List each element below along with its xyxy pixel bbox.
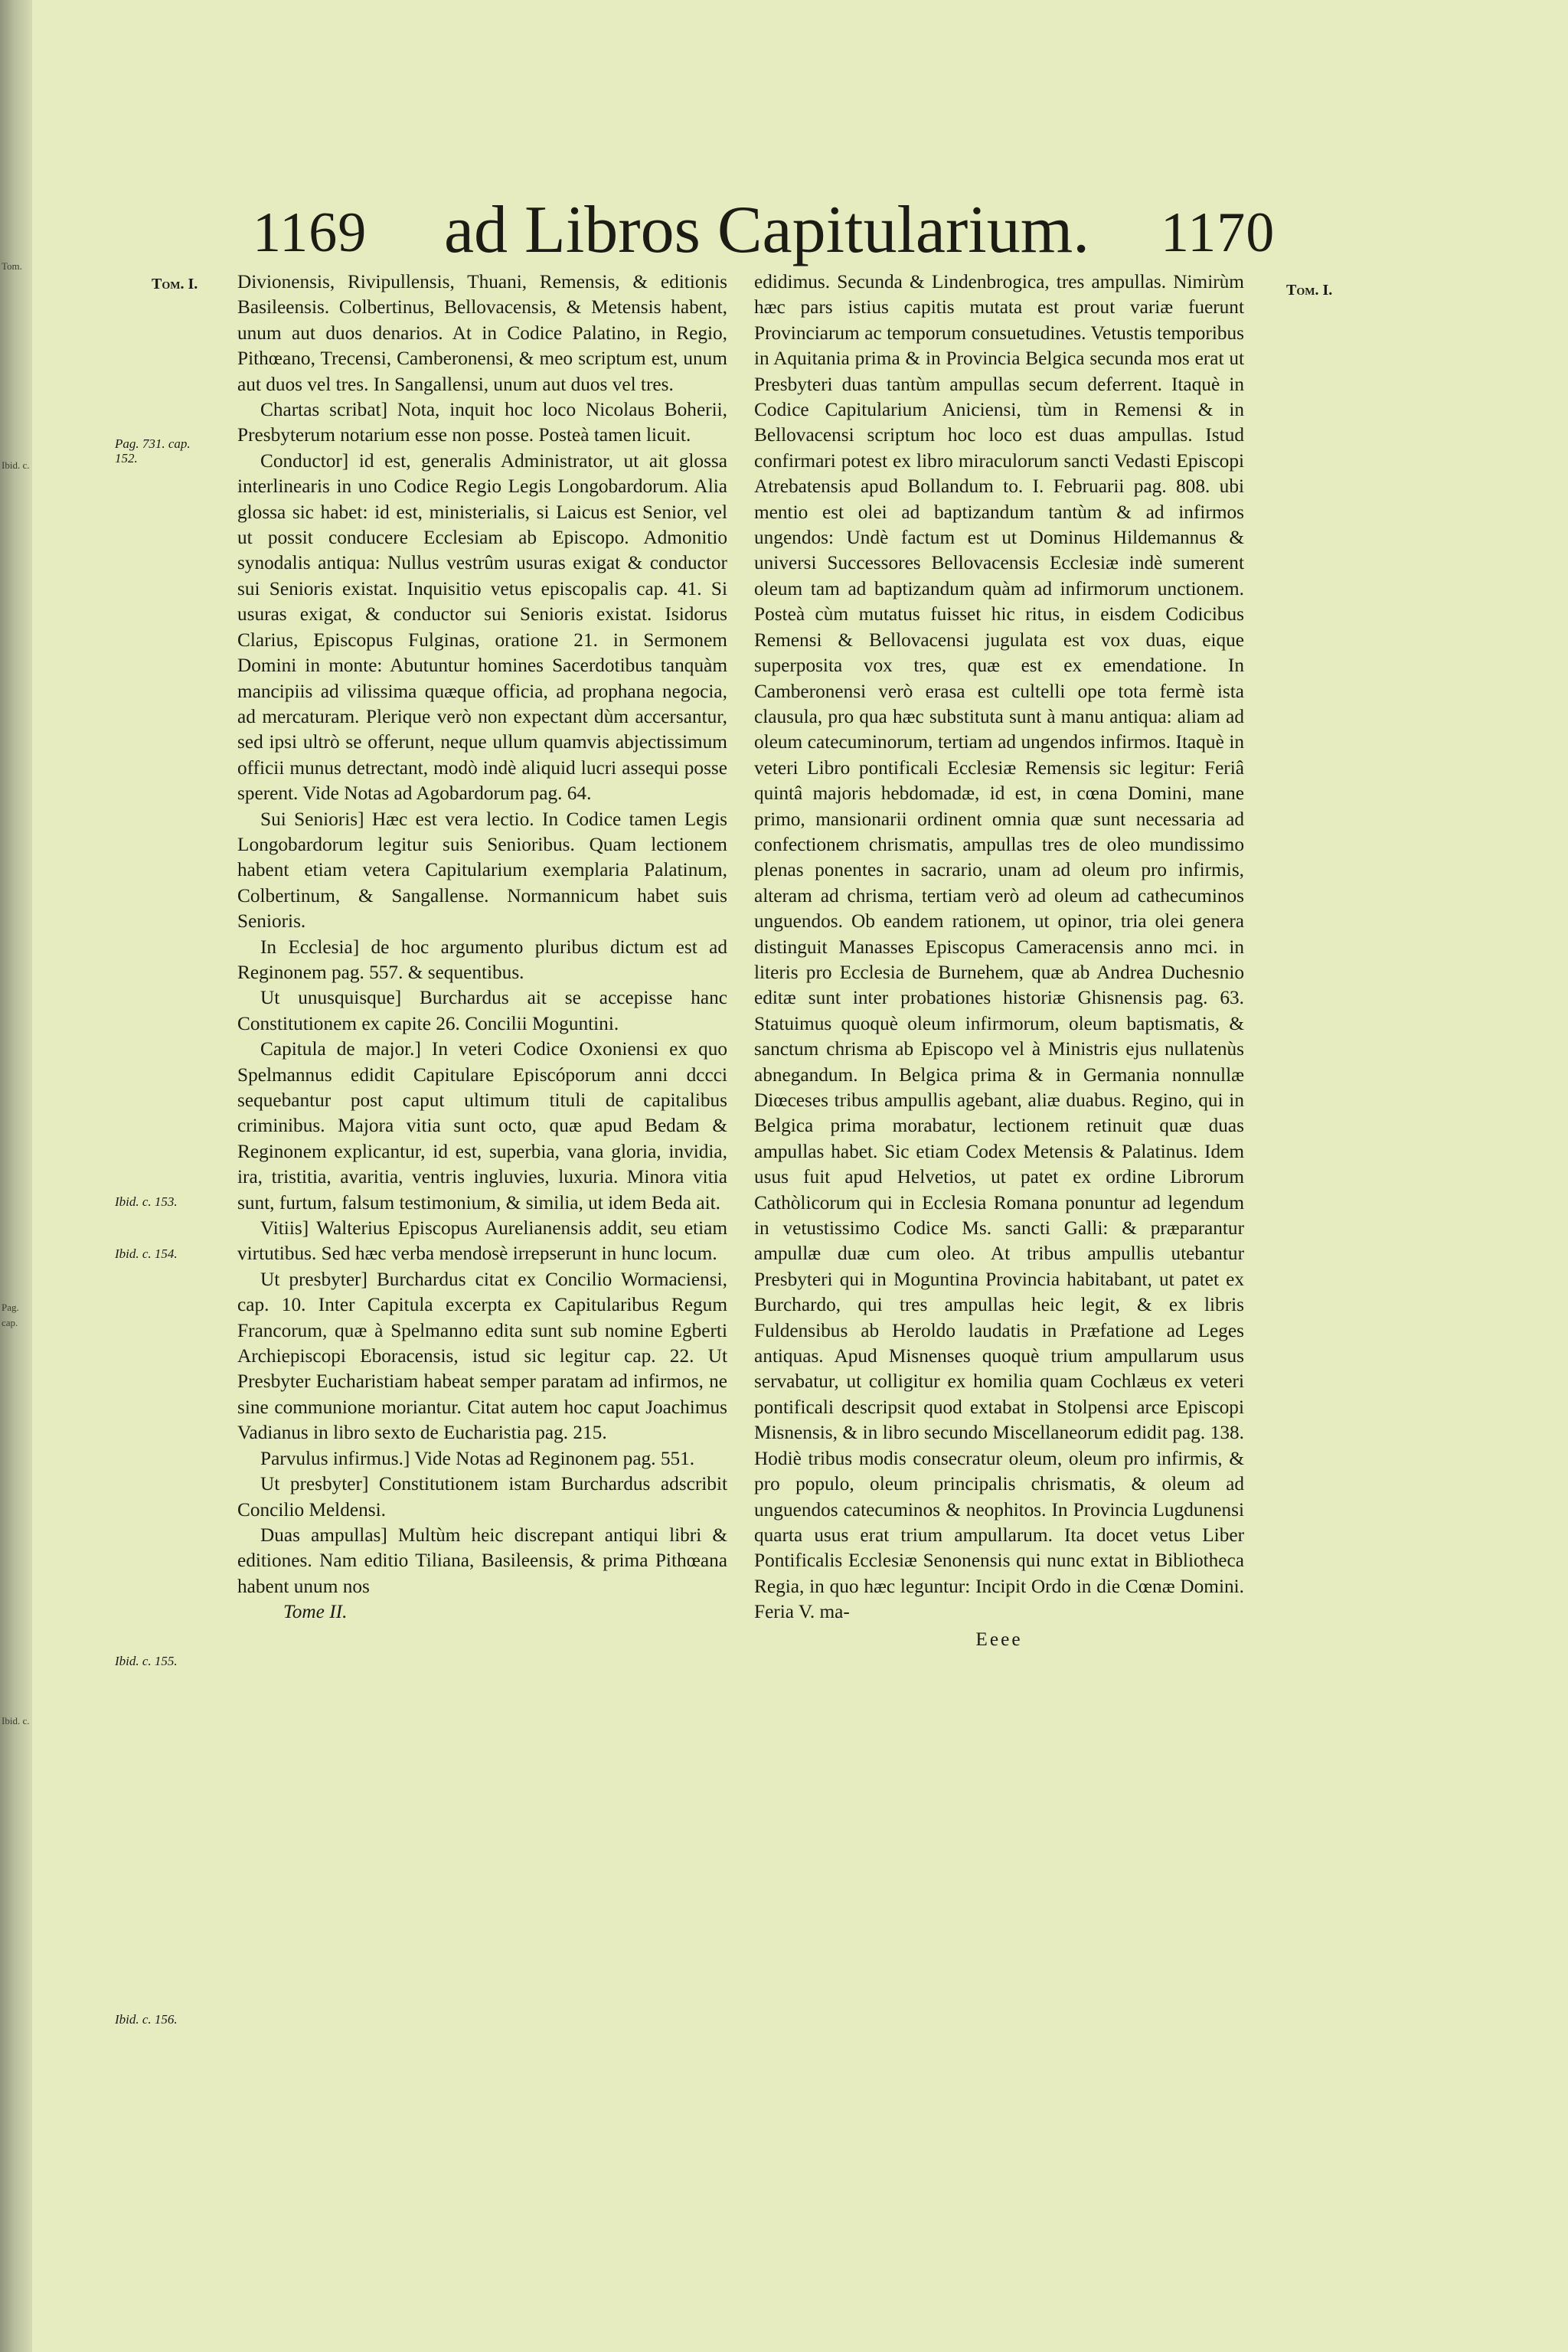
tom-label-right: Tom. I. [1286,282,1333,299]
left-paragraph-12: Duas ampullas] Multùm heic discrepant antiqui libri & editiones. Nam editio Tiliana, Basileensis, & prima Pithœana habent unum nos [237,1524,727,1597]
signature-mark: Eeee [975,1628,1023,1650]
edge-note-5: Ibid. c. [2,1715,30,1726]
margin-note-ibid-154: Ibid. c. 154. [115,1246,178,1261]
margin-note-ibid-156: Ibid. c. 156. [115,2012,178,2027]
edge-note-4: cap. [2,1317,18,1328]
right-column [754,270,1244,1652]
left-paragraph-5: In Ecclesia] de hoc argumento pluribus dictum est ad Reginonem pag. 557. & sequentibus. [237,936,727,983]
edge-note-2: Ibid. c. [2,459,30,471]
left-paragraph-10: Parvulus infirmus.] Vide Notas ad Reginonem pag. 551. [260,1447,695,1469]
running-title: ad Libros Capitularium. [444,193,1090,267]
page-header [0,193,1568,270]
left-paragraph-2: Chartas scribat] Nota, inquit hoc loco Nicolaus Boherii, Presbyterum notarium esse non posse. Posteà tamen licuit. [237,399,727,446]
edge-note-3: Pag. [2,1302,19,1313]
left-column [237,270,727,1625]
left-footer-signature: Tome II. [283,1601,348,1623]
page-gutter [0,0,32,2352]
left-paragraph-3: Conductor] id est, generalis Administrator, ut ait glossa interlinearis in uno Codice Regio Legis Longobardorum. Alia glossa sic habet: id est, ministerialis, si Laicus est Senior, vel ut possit conducere Ecclesiam ab Episcopo. Admonitio synodalis antiqua: Nullus vestrûm usuras exigat & conductor sui Senioris existat. Inquisitio vetus episcopalis cap. 41. Si usuras exigat, & conductor sui Senioris existat. Isidorus Clarius, Episcopus Fulginas, oratione 21. in Sermonem Domini in monte: Abutuntur homines Sacerdotibus tanquàm mancipiis ad vilissima quæque officia, ad prophana negocia, ad mercaturam. Plerique verò non expectant dùm accersantur, sed ipsi ultrò se offerunt, neque ullum quamvis abjectissimum officii munus detrectant, modò indè aliquid lucri assequi posse sperent. Vide Notas ad Agobardorum pag. 64. [237,449,727,805]
left-paragraph-8: Vitiis] Walterius Episcopus Aurelianensis addit, seu etiam virtutibus. Sed hæc verba mendosè irrepserunt in hunc locum. [237,1217,727,1265]
margin-note-ibid-153: Ibid. c. 153. [115,1194,178,1209]
margin-note-pag: Pag. 731. cap. 152. [115,436,191,466]
left-paragraph-6: Ut unusquisque] Burchardus ait se accepisse hanc Constitutionem ex capite 26. Concilii Moguntini. [237,987,727,1034]
page-number-left: 1169 [253,201,368,264]
right-paragraph-1: edidimus. Secunda & Lindenbrogica, tres ampullas. Nimirùm hæc pars istius capitis mutata est prout variæ fuerunt Provinciarum ac temporum consuetudines. Vetustis temporibus in Aquitania prima & in Provincia Belgica secunda mos erat ut Presbyteri duas tantùm ampullas secum deferrent. Itaquè in Codice Capitularium Aniciensi, tùm in Remensi & in Bellovacensi scriptum hoc loco est duas ampullas. Istud confirmari potest ex libro miraculorum sancti Vedasti Episcopi Atrebatensis apud Bollandum to. I. Februarii pag. 808. ubi mentio est olei ad baptizandum tantùm & ad infirmos ungendos: Undè factum est ut Dominus Hildemannus & universi Successores Bellovacensis Ecclesiæ indè sumerent oleum tam ad baptizandum quàm ad infirmorum unctionem. Posteà cùm mutatus fuisset hic ritus, in eisdem Codicibus Remensi & Bellovacensi jugulata est vox duas, eique superposita vox tres, quæ est ex emendatione. In Camberonensi verò erasa est cultelli ope tota fermè ista clausula, pro qua hæc substituta sunt à manu antiqua: aliam ad oleum catecuminorum, tertiam ad ungendos infirmos. Itaquè in veteri Libro pontificali Ecclesiæ Remensis sic legitur: Feriâ quintâ majoris hebdomadæ, id est, in cœna Domini, mane primo, mansionarii ordinent omnia quæ sunt necessaria ad confectionem chrismatis, ampullas tres de oleo mundissimo plenas ponentes in sacrario, unam ad oleum pro infirmis, alteram ad chrisma, tertiam verò ad oleum ad cathecuminos unguendos. Ob eandem rationem, ut opinor, tria olei genera distinguit Manasses Episcopus Cameracensis anno mci. in literis pro Ecclesia de Burnehem, quæ ab Andrea Duchesnio editæ sunt inter probationes historiæ Ghisnensis pag. 63. Statuimus quoquè oleum infirmorum, oleum baptismatis, & sanctum chrisma ab Episcopo vel à Ministris ejus nullatenùs abnegandum. In Belgica prima & in Germania nonnullæ Diœceses tribus ampullis agebant, aliæ duabus. Regino, qui in Belgica prima morabatur, lectionem retinuit quæ duas ampullas habet. Sic etiam Codex Metensis & Palatinus. Idem usus fuit apud Helvetios, ut patet ex ordine Librorum Cathòlicorum qui in Ecclesia Romana ponuntur ad legendum in vetustissimo Codice Ms. sancti Galli: & præparantur ampullæ duæ cum oleo. At tribus ampullis utebantur Presbyteri qui in Moguntina Provincia habitabant, ut patet ex Burchardo, qui tres ampullas heic legit, & ex libris Fuldensibus ab Heroldo laudatis in Præfatione ad Leges antiquas. Apud Misnenses quoquè trium ampullarum usus servabatur, ut colligitur ex homilia quam Cochlæus ex veteri pontificali descripsit quod extabat in Stolpensi arce Episcopi Misnensis, & in libro secundo Miscellaneorum edidit pag. 138. Hodiè tribus modis consecratur oleum, oleum pro infirmis, & pro populo, oleum principalis chrismatis, & oleum ad unguendos catecuminos & neophitos. In Provincia Lugdunensi quarta usus erat trium ampullarum. Ita docet vetus Liber Pontificalis Ecclesiæ Senonensis qui nunc extat in Bibliotheca Regia, in quo hæc leguntur: Incipit Ordo in die Cœnæ Domini. Feria V. ma- [754,271,1244,1623]
left-paragraph-4: Sui Senioris] Hæc est vera lectio. In Codice tamen Legis Longobardorum legitur suis Senioribus. Quam lectionem habent etiam vetera Capitularium exemplaria Palatinum, Colbertinum, & Sangallense. Normannicum habet suis Senioris. [237,808,727,933]
page-number-right: 1170 [1161,201,1276,264]
margin-note-ibid-155: Ibid. c. 155. [115,1654,178,1668]
left-paragraph-7: Capitula de major.] In veteri Codice Oxoniensi ex quo Spelmannus edidit Capitulare Episcóporum anni dccci sequebantur post caput ultimum tituli de capitalibus criminibus. Majora vitia sunt octo, quæ apud Bedam & Reginonem explicantur, id est, superbia, vana gloria, invidia, ira, tristitia, avaritia, ventris ingluvies, luxuria. Minora vitia sunt, furtum, falsum testimonium, & similia, ut idem Beda ait. [237,1038,727,1214]
tom-label-left: Tom. I. [152,276,198,292]
left-paragraph-11: Ut presbyter] Constitutionem istam Burchardus adscribit Concilio Meldensi. [237,1473,727,1521]
edge-note-1: Tom. [2,260,22,272]
left-paragraph-1: Divionensis, Rivipullensis, Thuani, Remensis, & editionis Basileensis. Colbertinus, Bellovacensis, & Metensis habent, unum aut duos denarios. At in Codice Palatino, in Regio, Pithœano, Trecensi, Camberonensi, & meo scriptum est, unum aut duos vel tres. In Sangallensi, unum aut duos vel tres. [237,271,727,395]
left-paragraph-9: Ut presbyter] Burchardus citat ex Concilio Wormaciensi, cap. 10. Inter Capitula excerpta ex Capitularibus Regum Francorum, quæ à Spelmanno edita sunt sub nomine Egberti Archiepiscopi Eboracensis, istud sic legitur cap. 22. Ut Presbyter Eucharistiam habeat semper paratam ad infirmos, ne sine communione moriantur. Citat autem hoc caput Joachimus Vadianus in libro sexto de Eucharistia pag. 215. [237,1268,727,1444]
